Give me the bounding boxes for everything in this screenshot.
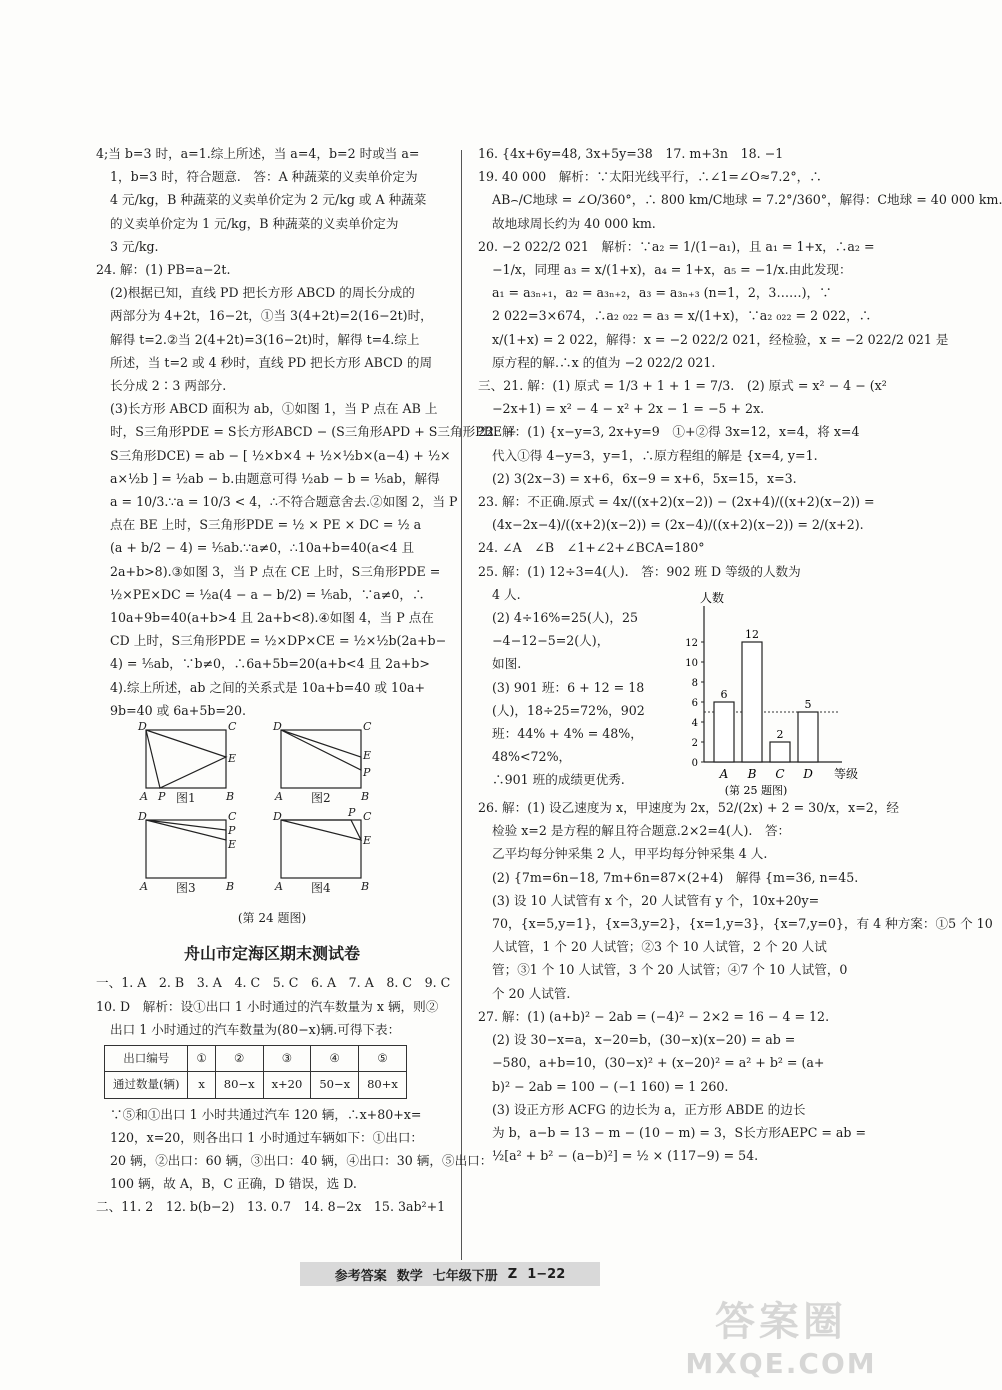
y-tick-label: 6 <box>691 698 698 710</box>
fig4-label-D: D <box>273 810 282 824</box>
text-line: a₁ = a₃ₙ₊₁，a₂ = a₃ₙ₊₂，a₃ = a₃ₙ₊₃ (n=1，2，3……)，∵ <box>492 285 832 301</box>
text-line: −2x+1) = x² − 4 − x² + 2x − 1 = −5 + 2x. <box>492 401 765 417</box>
left-answers-10-15 <box>96 1103 493 1219</box>
text-line: (2) 设 30−x=a，x−20=b，(30−x)(x−20) = ab = <box>492 1032 796 1048</box>
text-line: 1，b=3 时，符合题意. 答：A 种蔬菜的义卖单价定为 <box>110 169 418 185</box>
text-line: 23. 解：不正确.原式 = 4x/((x+2)(x−2)) − (2x+4)/((x+2)(x−2)) = <box>478 494 875 510</box>
text-line: (3) 设正方形 ACFG 的边长为 a，正方形 ABDE 的边长 <box>492 1101 806 1117</box>
table-cell: 80−x <box>215 1072 263 1098</box>
fig2-label-A: A <box>275 790 283 804</box>
fig3-label-P: P <box>228 824 236 838</box>
text-line: 检验 x=2 是方程的解且符合题意.2×2=4(人). 答： <box>492 823 791 839</box>
text-line: 二、11. 2 12. b(b−2) 13. 0.7 14. 8−2x 15. 3ab²+1 <box>96 1199 446 1215</box>
text-line: 22. 解：(1) {x−y=3, 2x+y=9 ①+②得 3x=12，x=4，将 x=4 <box>478 424 860 440</box>
y-tick-label: 10 <box>685 658 698 670</box>
text-line: 120，x=20，则各出口 1 小时通过车辆如下：①出口： <box>110 1129 424 1145</box>
bar-D <box>798 712 818 762</box>
x-axis-title: 等级 <box>834 767 859 782</box>
fig4-label-C: C <box>363 810 372 824</box>
q25-text <box>478 606 678 792</box>
text-line: 2a+b>8).③如图 3，当 P 点在 CE 上时，S三角形PDE = <box>110 563 441 579</box>
watermark-bottom: MXQE.COM <box>685 1347 877 1380</box>
fig4-triangle <box>281 820 361 840</box>
text-line: 3 元/kg. <box>110 238 159 254</box>
footer-label: 参考答案 <box>334 1268 387 1284</box>
text-line: 24. ∠A ∠B ∠1+∠2+∠BCA=180° <box>478 540 705 556</box>
fig3-label-A: A <box>140 880 148 894</box>
footer-subject: 数学 <box>396 1268 423 1284</box>
text-line: 25. 解：(1) 12÷3=4(人). 答：902 班 D 等级的人数为 <box>478 563 801 579</box>
text-line: 10. D 解析：设①出口 1 小时通过的汽车数量为 x 辆，则② <box>96 998 439 1014</box>
text-line: 24. 解：(1) PB=a−2t. <box>96 262 231 278</box>
text-line: 为 b，a−b = 13 − m − (10 − m) = 3，S长方形AEPC = ab = <box>492 1124 867 1140</box>
text-line: (人)，18÷25=72%，902 <box>492 702 645 718</box>
text-line: 4).综上所述，ab 之间的关系式是 10a+b=40 或 10a+ <box>110 679 426 695</box>
text-line: 48%<72%， <box>492 749 572 765</box>
fig2-label-D: D <box>273 720 282 734</box>
x-tick-label: A <box>719 767 729 782</box>
text-line: 三、21. 解：(1) 原式 = 1/3 + 1 + 1 = 7/3. (2) 原式 = x² − 4 − (x² <box>478 378 887 394</box>
q25-bar-chart <box>676 591 859 798</box>
table-cell: ① <box>188 1046 215 1072</box>
text-line: (3) 设 10 人试管有 x 个，20 人试管有 y 个，10x+20y= <box>492 892 820 908</box>
footer-edition: Z <box>507 1266 518 1282</box>
y-tick-label: 8 <box>691 678 698 690</box>
fig2-label-C: C <box>363 720 372 734</box>
fig1-label-A: A <box>140 790 148 804</box>
y-tick-label: 2 <box>691 738 698 750</box>
text-line: 4) = ⅕ab，∵b≠0，∴6a+5b=20(a+b<4 且 2a+b> <box>110 656 430 672</box>
table-cell: x <box>188 1072 215 1098</box>
text-line: 所述，当 t=2 或 4 秒时，直线 PD 把长方形 ABCD 的周 <box>110 354 433 370</box>
bar-value-label: 5 <box>804 698 812 712</box>
table-cell: x+20 <box>263 1072 311 1098</box>
text-line: 乙平均每分钟采集 2 人，甲平均每分钟采集 4 人. <box>492 846 768 862</box>
fig1-label-P: P <box>158 790 166 804</box>
text-line: a×½b ] = ½ab − b.由题意可得 ½ab − b = ⅕ab，解得 <box>110 470 440 486</box>
fig2-label-E: E <box>363 749 372 763</box>
text-line: 20 辆，②出口：60 辆，③出口：40 辆，④出口：30 辆，⑤出口： <box>110 1152 493 1168</box>
y-tick-label: 0 <box>691 758 698 770</box>
text-line: (3) 901 班：6 + 12 = 18 <box>492 679 645 695</box>
table-cell: 出口编号 <box>105 1046 188 1072</box>
text-line: a = 10/3.∵a = 10/3 < 4，∴不符合题意舍去.②如图 2，当 P <box>110 494 458 510</box>
text-line: (2) 4÷16%=25(人)，25 <box>492 610 639 626</box>
text-line: −4−12−5=2(人)， <box>492 633 610 649</box>
exit-table <box>104 1045 407 1098</box>
text-line: (3)长方形 ABCD 面积为 ab，①如图 1，当 P 点在 AB 上 <box>110 401 438 417</box>
figure-24-diagrams <box>96 722 448 907</box>
left-answers-1-10 <box>96 971 451 1041</box>
text-line: 一、1. A 2. B 3. A 4. C 5. C 6. A 7. A 8. C 9. C <box>96 975 451 991</box>
text-line: 解得 t=2.②当 2(4+2t)=3(16−2t)时，解得 t=4.综上 <box>110 331 420 347</box>
x-tick-label: B <box>747 767 757 782</box>
text-line: (4x−2x−4)/((x+2)(x−2)) = (2x−4)/((x+2)(x−2)) = 2/(x+2). <box>492 517 864 533</box>
watermark <box>676 1290 886 1380</box>
fig3-label-D: D <box>138 810 147 824</box>
text-line: 原方程的解.∴x 的值为 −2 022/2 021. <box>492 354 716 370</box>
text-line: ∴901 班的成绩更优秀. <box>492 772 625 788</box>
text-line: (2)根据已知，直线 PD 把长方形 ABCD 的周长分成的 <box>110 285 415 301</box>
text-line: 100 辆，故 A，B，C 正确，D 错误，选 D. <box>110 1176 357 1192</box>
text-line: 9b=40 或 6a+5b=20. <box>110 702 246 718</box>
right-column <box>478 142 1002 1167</box>
text-line: 管；③1 个 10 人试管，3 个 20 人试管；④7 个 10 人试管，0 <box>492 962 848 978</box>
fig1-triangle <box>146 730 226 788</box>
text-line: 16. {4x+6y=48, 3x+5y=38 17. m+3n 18. −1 <box>478 146 784 161</box>
text-line: 4 元/kg，B 种蔬菜的义卖单价定为 2 元/kg 或 A 种蔬菜 <box>110 192 427 208</box>
exit-table-value-row <box>105 1072 407 1098</box>
x-tick-label: C <box>775 767 785 782</box>
fig3-label-B: B <box>226 880 235 894</box>
y-tick-label: 12 <box>685 638 698 650</box>
fig1-label-B: B <box>226 790 235 804</box>
text-line: x/(1+x) = 2 022，解得：x = −2 022/2 021，经检验，x = −2 022/2 021 是 <box>492 331 949 347</box>
fig4-label-E: E <box>363 834 372 848</box>
text-line: AB⌢/C地球 = ∠O/360°，∴ 800 km/C地球 = 7.2°/360°，解得：C地球 = 40 000 km. <box>492 192 1002 208</box>
text-line: 的义卖单价定为 1 元/kg，B 种蔬菜的义卖单价定为 <box>110 215 399 231</box>
text-line: CD 上时，S三角形PDE = ½×DP×CE = ½×½b(2a+b− <box>110 633 447 649</box>
text-line: 27. 解：(1) (a+b)² − 2ab = (−4)² − 2×2 = 16 − 4 = 12. <box>478 1008 830 1024</box>
text-line: 26. 解：(1) 设乙速度为 x，甲速度为 2x，52/(2x) + 2 = 30/x，x=2，经 <box>478 800 899 816</box>
text-line: 个 20 人试管. <box>492 985 571 1001</box>
text-line: ∵⑤和①出口 1 小时共通过汽车 120 辆，∴x+80+x= <box>110 1106 422 1122</box>
text-line: b)² − 2ab = 100 − (−1 160) = 1 260. <box>492 1078 729 1094</box>
q25-chart <box>676 591 859 805</box>
fig2-caption: 图2 <box>311 791 331 806</box>
text-line: 点在 BE 上时，S三角形PDE = ½ × PE × DC = ½ a <box>110 517 422 533</box>
fig4-label-B: B <box>361 880 370 894</box>
right-answers-16-25 <box>478 142 1002 606</box>
text-line: 70，{x=5,y=1}，{x=3,y=2}，{x=1,y=3}，{x=7,y=0}，有 4 种方案：①5 个 10 <box>492 916 993 932</box>
fig4-label-P: P <box>348 806 356 820</box>
chart-caption: (第 25 题图) <box>724 784 788 798</box>
fig3-triangle <box>146 820 226 840</box>
bar-value-label: 12 <box>745 628 759 642</box>
table-cell: ② <box>215 1046 263 1072</box>
bar-value-label: 2 <box>776 728 784 742</box>
footer-page: 1−22 <box>527 1266 566 1282</box>
text-line: 如图. <box>492 656 522 672</box>
table-cell: 通过数量(辆) <box>105 1072 188 1098</box>
page-footer <box>300 1262 600 1286</box>
bar-value-label: 6 <box>720 688 728 702</box>
text-line: (2) {7m=6n−18, 7m+6n=87×(2+4) 解得 {m=36, n=45. <box>492 869 859 885</box>
watermark-top: 答案圈 <box>715 1299 847 1345</box>
text-line: 10a+9b=40(a+b>4 且 2a+b<8).④如图 4，当 P 点在 <box>110 610 434 626</box>
text-line: 人试管，1 个 20 人试管；②3 个 10 人试管，2 个 20 人试 <box>492 939 827 955</box>
fig2-label-P: P <box>363 766 371 780</box>
fig2-rectangle <box>281 730 361 788</box>
text-line: 班：44% + 4% = 48%， <box>492 726 643 742</box>
text-line: S三角形DCE) = ab − [ ½×b×4 + ½×½b×(a−4) + ½× <box>110 447 451 463</box>
text-line: 19. 40 000 解析：∵太阳光线平行，∴∠1=∠O≈7.2°，∴ <box>478 169 822 185</box>
text-line: −1/x，同理 a₃ = x/(1+x)，a₄ = 1+x，a₅ = −1/x.由此发现： <box>492 262 852 278</box>
text-line: −580，a+b=10，(30−x)² + (x−20)² = a² + b² = (a+ <box>492 1055 825 1071</box>
text-line: 出口 1 小时通过的汽车数量为(80−x)辆.可得下表： <box>110 1021 401 1037</box>
bar-A <box>714 702 734 762</box>
table-cell: ③ <box>263 1046 311 1072</box>
y-axis-title: 人数 <box>700 591 725 606</box>
fig4-rectangle <box>281 820 361 878</box>
text-line: 故地球周长约为 40 000 km. <box>492 215 656 231</box>
fig1-caption: 图1 <box>176 791 196 806</box>
text-line: 代入①得 4−y=3，y=1，∴原方程组的解是 {x=4, y=1. <box>492 447 818 463</box>
figure-24 <box>96 722 448 907</box>
figure-24-caption: (第 24 题图) <box>237 911 307 926</box>
fig1-label-D: D <box>138 720 147 734</box>
table-cell: 80+x <box>359 1072 407 1098</box>
text-line: 2 022=3×674，∴a₂ ₀₂₂ = a₃ = x/(1+x)，∵a₂ ₀₂₂ = 2 022，∴ <box>492 308 872 324</box>
text-line: 时，S三角形PDE = S长方形ABCD − (S三角形APD + S三角形PBE + <box>110 424 517 440</box>
table-cell: ④ <box>311 1046 359 1072</box>
text-line: 4 人. <box>492 586 521 602</box>
fig1-label-E: E <box>228 752 237 766</box>
bar-C <box>770 742 790 762</box>
text-line: (a + b/2 − 4) = ⅕ab.∵a≠0，∴10a+b=40(a<4 且 <box>110 540 415 556</box>
text-line: 两部分为 4+2t，16−2t，①当 3(4+2t)=2(16−2t)时， <box>110 308 433 324</box>
bar-B <box>742 642 762 762</box>
x-tick-label: D <box>803 767 813 782</box>
text-line: ½[a² + b² − (a−b)²] = ½ × (117−9) = 54. <box>492 1148 759 1164</box>
text-line: (2) 3(2x−3) = x+6，6x−9 = x+6，5x=15，x=3. <box>492 470 797 486</box>
section-title: 舟山市定海区期末测试卷 <box>183 944 360 964</box>
column-divider <box>461 150 462 1260</box>
text-line: ½×PE×DC = ½a(4 − a − b/2) = ⅕ab，∵a≠0，∴ <box>110 586 425 602</box>
exit-table-header-row <box>105 1046 407 1072</box>
footer-grade: 七年级下册 <box>432 1268 498 1284</box>
fig4-label-A: A <box>275 880 283 894</box>
table-cell: 50−x <box>311 1072 359 1098</box>
fig2-label-B: B <box>361 790 370 804</box>
fig3-caption: 图3 <box>176 881 196 896</box>
fig4-caption: 图4 <box>311 881 331 896</box>
right-answers-26-27 <box>478 796 993 1167</box>
text-line: 20. −2 022/2 021 解析：∵a₂ = 1/(1−a₁)，且 a₁ = 1+x，∴a₂ = <box>478 238 875 254</box>
y-tick-label: 4 <box>691 718 698 730</box>
fig2-triangle <box>281 730 361 770</box>
fig3-label-E: E <box>228 838 237 852</box>
fig3-label-C: C <box>228 810 237 824</box>
fig1-label-C: C <box>228 720 237 734</box>
text-line: 长分成 2∶3 两部分. <box>110 378 227 394</box>
text-line: 4;当 b=3 时，a=1.综上所述，当 a=4，b=2 时或当 a= <box>96 146 420 161</box>
table-cell: ⑤ <box>359 1046 407 1072</box>
